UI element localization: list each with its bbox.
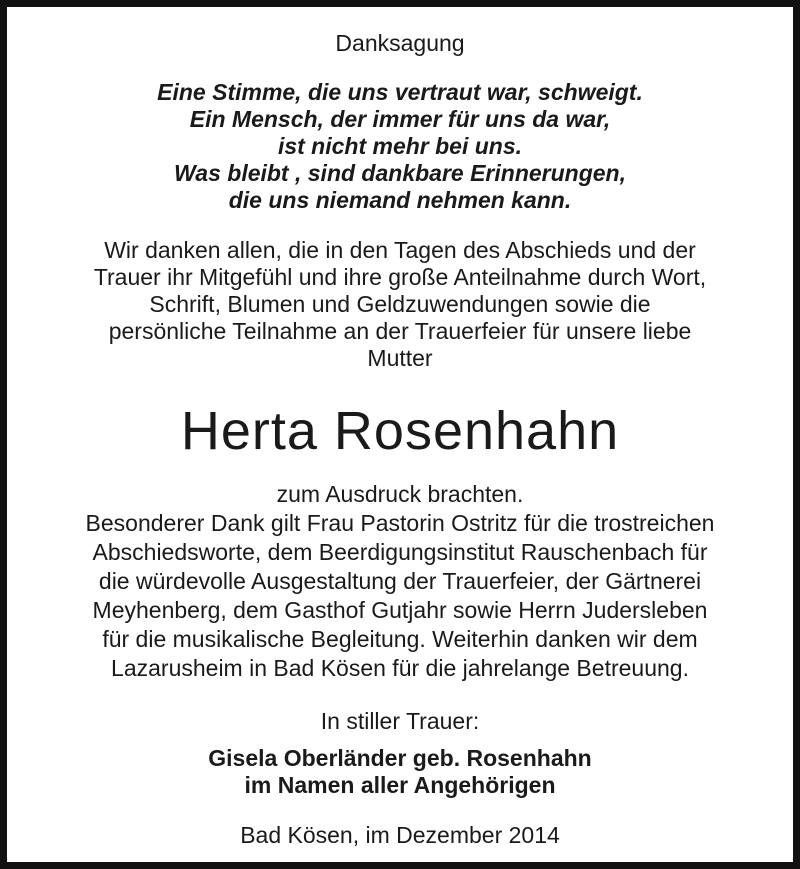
thanks-paragraph <box>7 237 793 372</box>
thanks-line: persönliche Teilnahme an der Trauerfeier für unsere liebe <box>108 318 692 344</box>
special-thanks-line: Meyhenberg, dem Gasthof Gutjahr sowie Herrn Judersleben <box>92 597 708 623</box>
thanks-line: Trauer ihr Mitgefühl und ihre große Anteilnahme durch Wort, <box>93 264 707 290</box>
poem-line: die uns niemand nehmen kann. <box>228 187 572 213</box>
place-date: Bad Kösen, im Dezember 2014 <box>240 822 560 848</box>
poem-line: Eine Stimme, die uns vertraut war, schweigt. <box>157 79 643 105</box>
special-thanks-line: die würdevolle Ausgestaltung der Trauerfeier, der Gärtnerei <box>98 568 702 594</box>
poem-line: ist nicht mehr bei uns. <box>277 133 523 159</box>
signers-block <box>7 745 793 799</box>
poem-line: Was bleibt , sind dankbare Erinnerungen, <box>174 160 626 186</box>
poem-line: Ein Mensch, der immer für uns da war, <box>189 106 611 132</box>
special-thanks-line: zum Ausdruck brachten. <box>276 481 524 507</box>
special-thanks-line: Lazarusheim in Bad Kösen für die jahrelange Betreuung. <box>111 655 689 681</box>
thanks-line: Wir danken allen, die in den Tagen des Abschieds und der <box>104 237 696 263</box>
special-thanks-line: Abschiedsworte, dem Beerdigungsinstitut Rauschenbach für <box>92 539 708 565</box>
signer-line: Gisela Oberländer geb. Rosenhahn <box>208 745 592 771</box>
special-thanks-line: für die musikalische Begleitung. Weiterhin danken wir dem <box>102 626 698 652</box>
poem-block <box>7 79 793 214</box>
special-thanks-paragraph <box>7 480 793 683</box>
deceased-name: Herta Rosenhahn <box>180 401 620 461</box>
special-thanks-line: Besonderer Dank gilt Frau Pastorin Ostritz für die trostreichen <box>85 510 715 536</box>
thanks-line: Mutter <box>367 345 433 371</box>
thanks-line: Schrift, Blumen und Geldzuwendungen sowie die <box>149 291 651 317</box>
mourning-line: In stiller Trauer: <box>320 708 480 734</box>
signer-line: im Namen aller Angehörigen <box>244 772 556 798</box>
notice-heading: Danksagung <box>335 30 465 56</box>
